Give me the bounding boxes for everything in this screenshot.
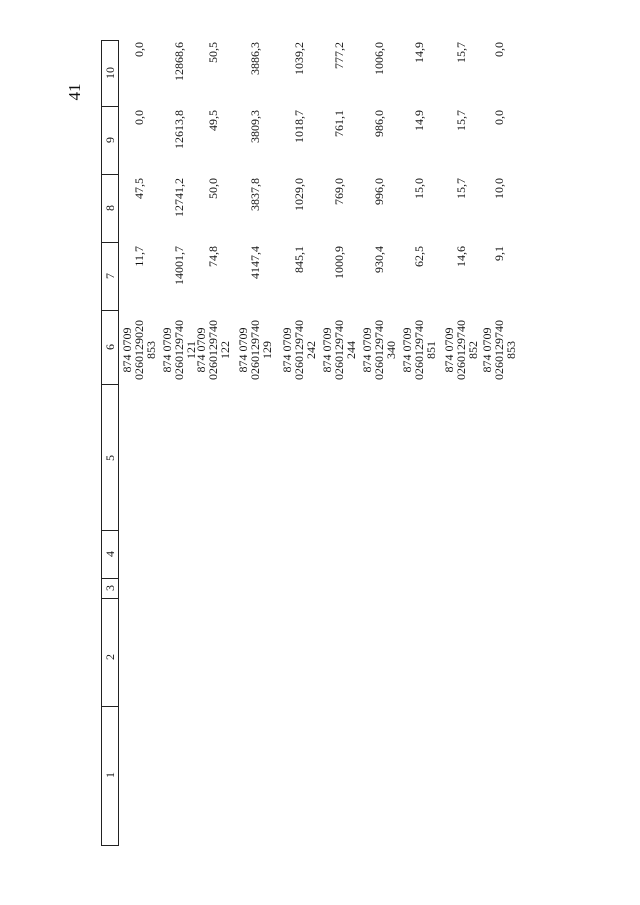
- value-cell-col-8: 996,0: [372, 178, 386, 205]
- value-cell-col-10: 50,5: [206, 42, 220, 63]
- value-cell-col-8: 15,7: [454, 178, 468, 199]
- budget-code-line: 340: [384, 341, 398, 359]
- page-number: 41: [65, 83, 84, 101]
- value-cell-col-10: 777,2: [332, 42, 346, 69]
- column-separator: [101, 174, 119, 175]
- column-separator: [101, 530, 119, 531]
- budget-code-line: 129: [260, 341, 274, 359]
- budget-code-cell: [361, 310, 399, 390]
- budget-code-line: 853: [504, 341, 518, 359]
- budget-code-line: 244: [344, 341, 358, 359]
- value-cell-col-7: 1000,9: [332, 246, 346, 279]
- budget-code-line: 874 0709: [194, 327, 208, 373]
- value-cell-col-10: 15,7: [454, 42, 468, 63]
- budget-code-line: 874 0709: [160, 327, 174, 373]
- value-cell-col-8: 12741,2: [172, 178, 186, 217]
- value-cell-col-7: 74,8: [206, 246, 220, 267]
- value-cell-col-8: 769,0: [332, 178, 346, 205]
- budget-code-line: 874 0709: [120, 327, 134, 373]
- budget-code-cell: [401, 310, 439, 390]
- value-cell-col-10: 0,0: [492, 42, 506, 57]
- column-header-4: 4: [103, 551, 117, 557]
- budget-code-cell: [481, 310, 519, 390]
- value-cell-col-9: 0,0: [132, 110, 146, 125]
- value-cell-col-10: 0,0: [132, 42, 146, 57]
- column-header-3: 3: [103, 585, 117, 591]
- value-cell-col-8: 3837,8: [248, 178, 262, 211]
- value-cell-col-9: 49,5: [206, 110, 220, 131]
- budget-code-line: 874 0709: [400, 327, 414, 373]
- column-separator: [101, 106, 119, 107]
- value-cell-col-9: 0,0: [492, 110, 506, 125]
- value-cell-col-9: 761,1: [332, 110, 346, 137]
- column-separator: [101, 310, 119, 311]
- budget-code-line: 121: [184, 341, 198, 359]
- value-cell-col-8: 10,0: [492, 178, 506, 199]
- column-separator: [101, 706, 119, 707]
- column-separator: [101, 242, 119, 243]
- budget-code-line: 852: [466, 341, 480, 359]
- column-header-1: 1: [103, 772, 117, 778]
- budget-code-line: 874 0709: [360, 327, 374, 373]
- budget-code-cell: [195, 310, 233, 390]
- value-cell-col-9: 986,0: [372, 110, 386, 137]
- value-cell-col-8: 1029,0: [292, 178, 306, 211]
- value-cell-col-10: 1039,2: [292, 42, 306, 75]
- value-cell-col-8: 50,0: [206, 178, 220, 199]
- value-cell-col-7: 14001,7: [172, 246, 186, 285]
- table-header-left-border: [101, 40, 102, 846]
- value-cell-col-8: 15,0: [412, 178, 426, 199]
- budget-code-cell: [321, 310, 359, 390]
- value-cell-col-7: 930,4: [372, 246, 386, 273]
- value-cell-col-7: 11,7: [132, 246, 146, 267]
- budget-code-line: 0260129740: [454, 320, 468, 380]
- value-cell-col-10: 12868,6: [172, 42, 186, 81]
- table-header-right-border: [118, 40, 119, 846]
- value-cell-col-9: 14,9: [412, 110, 426, 131]
- column-header-8: 8: [103, 205, 117, 211]
- table-bottom-border: [101, 845, 119, 846]
- budget-code-line: 853: [144, 341, 158, 359]
- budget-code-line: 874 0709: [442, 327, 456, 373]
- value-cell-col-9: 3809,3: [248, 110, 262, 143]
- value-cell-col-9: 12613,8: [172, 110, 186, 149]
- value-cell-col-7: 4147,4: [248, 246, 262, 279]
- value-cell-col-7: 62,5: [412, 246, 426, 267]
- value-cell-col-9: 15,7: [454, 110, 468, 131]
- budget-code-line: 0260129740: [492, 320, 506, 380]
- budget-code-line: 0260129740: [248, 320, 262, 380]
- budget-code-line: 0260129020: [132, 320, 146, 380]
- budget-code-line: 874 0709: [480, 327, 494, 373]
- budget-code-cell: [443, 310, 481, 390]
- value-cell-col-10: 1006,0: [372, 42, 386, 75]
- column-header-2: 2: [103, 654, 117, 660]
- budget-code-line: 874 0709: [236, 327, 250, 373]
- value-cell-col-7: 14,6: [454, 246, 468, 267]
- value-cell-col-8: 47,5: [132, 178, 146, 199]
- table-top-border: [101, 40, 119, 41]
- budget-code-line: 0260129740: [332, 320, 346, 380]
- budget-code-cell: [237, 310, 275, 390]
- budget-code-line: 0260129740: [372, 320, 386, 380]
- budget-code-line: 874 0709: [280, 327, 294, 373]
- value-cell-col-10: 14,9: [412, 42, 426, 63]
- column-separator: [101, 384, 119, 385]
- column-header-6: 6: [103, 344, 117, 350]
- column-header-7: 7: [103, 273, 117, 279]
- value-cell-col-7: 845,1: [292, 246, 306, 273]
- budget-code-line: 122: [218, 341, 232, 359]
- value-cell-col-7: 9,1: [492, 246, 506, 261]
- column-header-5: 5: [103, 455, 117, 461]
- budget-code-line: 0260129740: [292, 320, 306, 380]
- budget-code-line: 242: [304, 341, 318, 359]
- value-cell-col-10: 3886,3: [248, 42, 262, 75]
- budget-code-line: 0260129740: [206, 320, 220, 380]
- column-header-10: 10: [103, 67, 117, 79]
- budget-code-cell: [281, 310, 319, 390]
- budget-code-line: 0260129740: [412, 320, 426, 380]
- budget-code-line: 0260129740: [172, 320, 186, 380]
- budget-code-cell: [121, 310, 159, 390]
- value-cell-col-9: 1018,7: [292, 110, 306, 143]
- budget-code-line: 874 0709: [320, 327, 334, 373]
- budget-code-line: 851: [424, 341, 438, 359]
- column-header-9: 9: [103, 137, 117, 143]
